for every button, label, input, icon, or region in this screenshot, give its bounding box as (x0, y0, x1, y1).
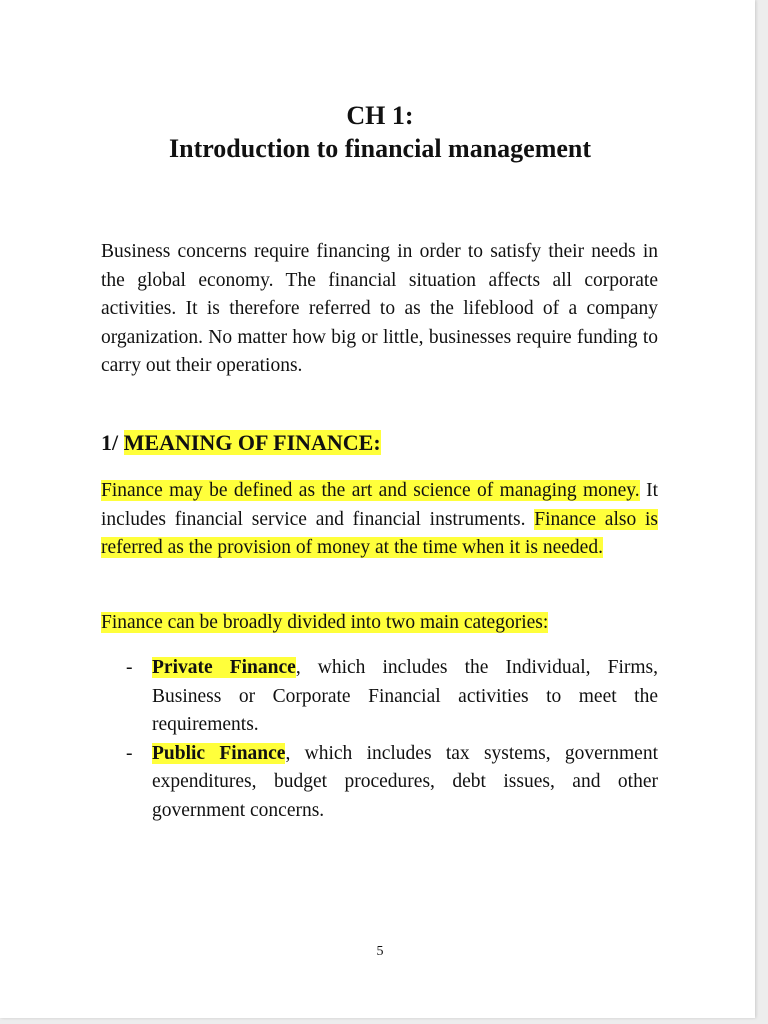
intro-paragraph: Business concerns require financing in order to satisfy their needs in the global economy. The financial situation affects all corporate activities. It is therefore referred to as the lifeblood of a company organization. No matter how big or little, businesses require funding to carry out their operations. (101, 241, 658, 377)
list-item (0, 654, 760, 740)
section-heading (101, 427, 381, 459)
list-item-text (152, 654, 658, 740)
section-number: 1/ (101, 430, 119, 455)
definition-text: It includes financial service and financial instruments. (101, 480, 658, 530)
category-term: Private Finance (152, 657, 296, 678)
definition-highlight-2: Finance also is referred as the provision of money at the time when it is needed. (101, 508, 658, 559)
chapter-title: Introduction to financial management (168, 134, 592, 163)
category-term: Public Finance (152, 742, 286, 764)
categories-intro (101, 609, 658, 638)
list-bullet: - (126, 657, 133, 678)
category-description: , which includes the Individual, Firms, Business or Corporate Financial activities to meet the requirements. (152, 657, 658, 736)
definition-paragraph (101, 477, 658, 563)
chapter-label: CH 1: (346, 101, 414, 130)
list-item-text (152, 740, 658, 826)
page-number: 5 (376, 944, 384, 959)
list-bullet: - (126, 742, 133, 764)
definition-highlight-1: Finance may be defined as the art and science of managing money. (101, 480, 640, 501)
categories-list (0, 654, 760, 826)
section-title: MEANING OF FINANCE: (123, 430, 381, 455)
categories-intro-text: Finance can be broadly divided into two main categories: (101, 612, 549, 633)
category-description: , which includes tax systems, government expenditures, budget procedures, debt issues, and other government concerns. (152, 742, 659, 821)
list-item (0, 740, 760, 826)
